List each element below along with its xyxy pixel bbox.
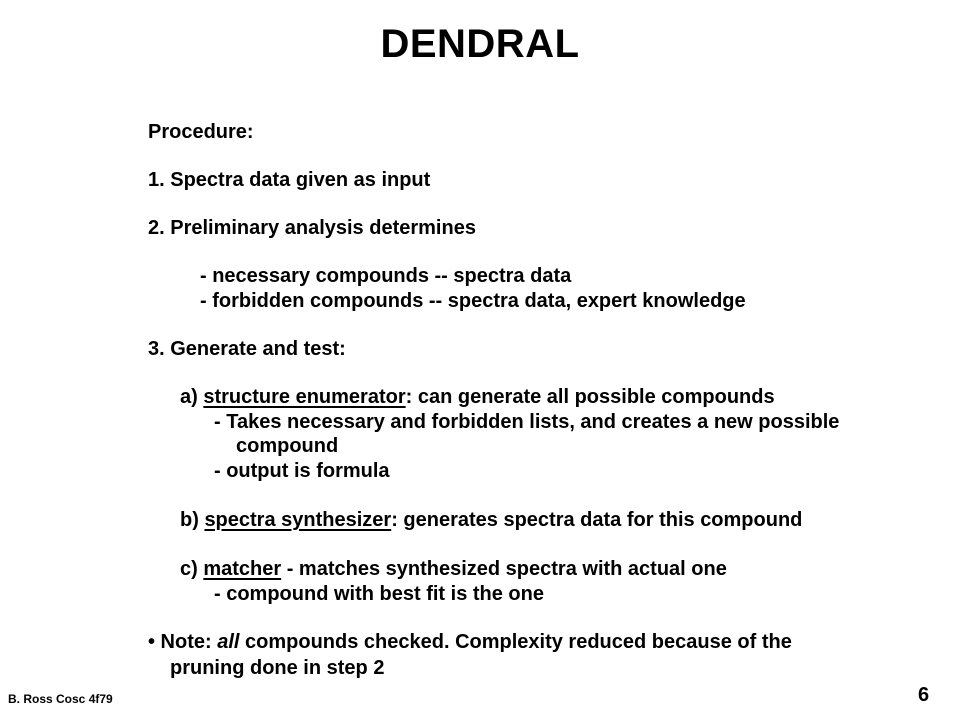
- note-continued: pruning done in step 2: [170, 657, 385, 679]
- note-bullet: • Note:: [148, 631, 218, 653]
- step-3a-text: : can generate all possible compounds: [405, 386, 775, 408]
- step-3b-text: : generates spectra data for this compound: [391, 509, 803, 531]
- step-1: 1. Spectra data given as input: [148, 169, 431, 191]
- step-3a-prefix: a): [180, 386, 204, 408]
- note-emphasis: all: [217, 631, 240, 653]
- step-3b-prefix: b): [180, 509, 205, 531]
- step-2: 2. Preliminary analysis determines: [148, 217, 476, 239]
- procedure-heading: Procedure:: [148, 121, 254, 143]
- slide-title: DENDRAL: [380, 22, 580, 66]
- step-3b: [180, 508, 802, 532]
- note: [148, 630, 792, 654]
- footer-author: B. Ross Cosc 4f79: [8, 692, 113, 706]
- structure-enumerator-term: structure enumerator: [203, 386, 406, 408]
- step-2-necessary: - necessary compounds -- spectra data: [200, 265, 572, 287]
- note-text: compounds checked. Complexity reduced because of the: [239, 631, 792, 653]
- step-3c-sub: - compound with best fit is the one: [214, 583, 544, 605]
- matcher-term: matcher: [203, 558, 282, 580]
- step-3c-prefix: c): [180, 558, 204, 580]
- page-number: 6: [918, 684, 930, 706]
- step-3a-sub-1-continued: compound: [236, 435, 339, 457]
- spectra-synthesizer-term: spectra synthesizer: [204, 509, 392, 531]
- step-3a-sub-1: - Takes necessary and forbidden lists, and creates a new possible: [214, 411, 840, 433]
- step-3: 3. Generate and test:: [148, 338, 346, 360]
- step-3a: [180, 385, 775, 409]
- step-2-forbidden: - forbidden compounds -- spectra data, expert knowledge: [200, 290, 746, 312]
- step-3c-text: - matches synthesized spectra with actual one: [281, 558, 727, 580]
- step-3c: [180, 557, 727, 581]
- step-3a-sub-2: - output is formula: [214, 460, 390, 482]
